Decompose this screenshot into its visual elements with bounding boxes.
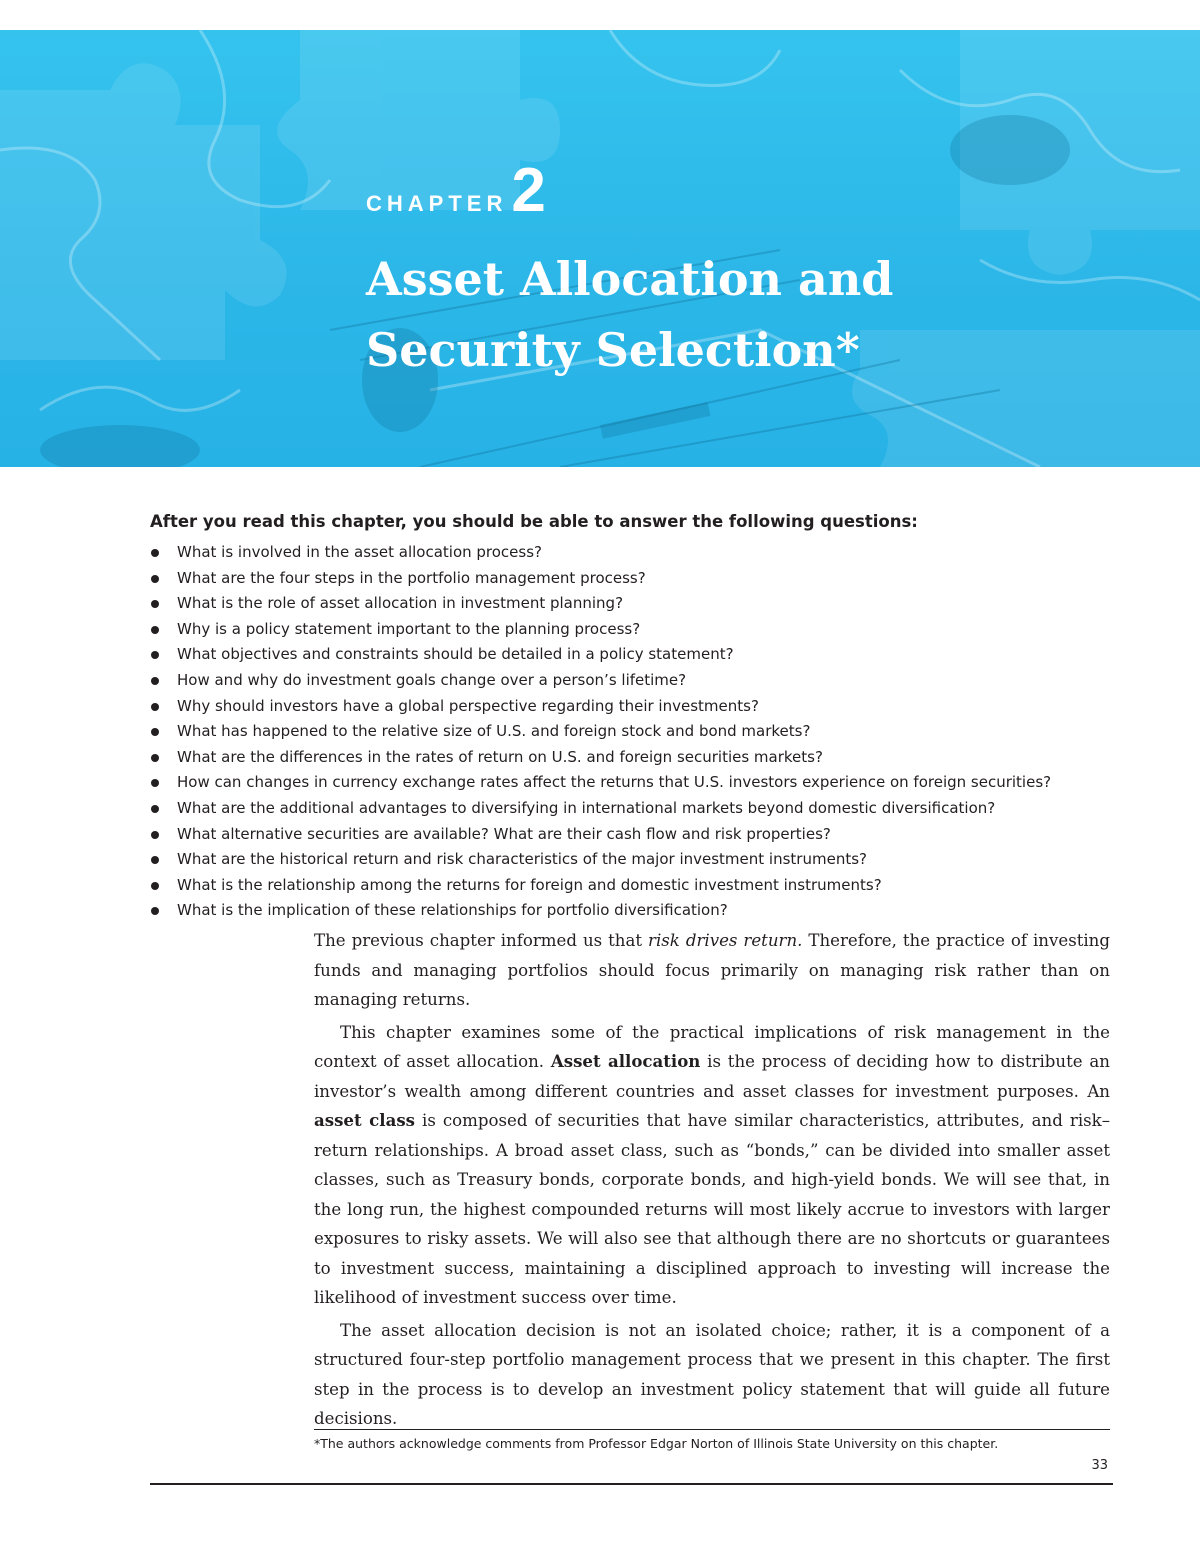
objective-item: [150, 796, 1130, 822]
chapter-title: [366, 244, 1006, 386]
key-term-asset-allocation: Asset allocation: [550, 1051, 701, 1071]
objective-text: What has happened to the relative size of U.S. and foreign stock and bond markets?: [177, 722, 811, 741]
bullet-icon: [151, 831, 159, 839]
objective-item: [150, 719, 1130, 745]
objective-item: [150, 873, 1130, 899]
page-number: 33: [1091, 1458, 1108, 1473]
chapter-word: CHAPTER: [366, 191, 508, 216]
bullet-icon: [151, 754, 159, 762]
chapter-title-line-2: Security Selection*: [366, 323, 860, 377]
bullet-icon: [151, 549, 159, 557]
paragraph-2-text-a: This chapter examines some of the practical implications of risk management in the context of asset allocation.: [314, 1022, 1110, 1071]
bullet-icon: [151, 882, 159, 890]
objective-text: What is the role of asset allocation in investment planning?: [177, 594, 624, 613]
footnote: *The authors acknowledge comments from Professor Edgar Norton of Illinois State University on this chapter.: [314, 1436, 999, 1451]
objective-text: What is the implication of these relationships for portfolio diversification?: [177, 901, 728, 920]
objectives-heading: After you read this chapter, you should be able to answer the following questions:: [150, 512, 918, 531]
bullet-icon: [151, 651, 159, 659]
objective-text: What objectives and constraints should be detailed in a policy statement?: [177, 645, 734, 664]
objective-item: [150, 642, 1130, 668]
paragraph-3: The asset allocation decision is not an isolated choice; rather, it is a component of a structured four-step portfolio management process that we present in this chapter. The first step in the process is to develop an investment policy statement that will guide all future decisions.: [314, 1320, 1110, 1428]
key-term-asset-class: asset class: [314, 1110, 416, 1130]
bullet-icon: [151, 907, 159, 915]
objective-item: [150, 745, 1130, 771]
objectives-list: [150, 540, 1130, 924]
bottom-divider: [150, 1483, 1113, 1485]
objective-text: What alternative securities are available? What are their cash flow and risk properties?: [177, 824, 831, 843]
chapter-number: 2: [511, 156, 546, 225]
objective-item: [150, 591, 1130, 617]
chapter-title-line-1: Asset Allocation and: [366, 252, 894, 306]
objective-text: What are the four steps in the portfolio management process?: [177, 568, 646, 587]
objective-text: Why is a policy statement important to the planning process?: [177, 619, 641, 638]
bullet-icon: [151, 805, 159, 813]
objective-item: [150, 668, 1130, 694]
bullet-icon: [151, 626, 159, 634]
bullet-icon: [151, 779, 159, 787]
paragraph-1: [314, 926, 1110, 1015]
objective-item: [150, 566, 1130, 592]
emphasis-risk-drives-return: risk drives return.: [648, 931, 803, 950]
paragraph-2-text-c: is composed of securities that have similar characteristics, attributes, and risk–return relationships. A broad asset class, such as “bonds,” can be divided into smaller asset classes, such as Treasury bonds, corporate bonds, and high-yield bonds. We will see that, in the long run, the highest compounded returns will most likely accrue to investors with larger exposures to risky assets. We will also see that although there are no shortcuts or guarantees to investment success, maintaining a disciplined approach to investing will increase the likelihood of investment success over time.: [314, 1111, 1110, 1307]
body-text: [314, 926, 1110, 1434]
bullet-icon: [151, 703, 159, 711]
objective-text: How and why do investment goals change over a person’s lifetime?: [177, 670, 687, 689]
bullet-icon: [151, 600, 159, 608]
objective-text: What are the differences in the rates of return on U.S. and foreign securities markets?: [177, 747, 823, 766]
objective-item: [150, 540, 1130, 566]
footnote-divider: [314, 1429, 1110, 1430]
learning-objectives: [150, 510, 1130, 924]
objective-text: What are the additional advantages to diversifying in international markets beyond domestic diversification?: [177, 798, 996, 817]
chapter-banner: [0, 30, 1200, 467]
paragraph-2-text-b: is the process of deciding how to distribute an investor’s wealth among different countries and asset classes for investment purposes. An: [314, 1052, 1110, 1101]
objective-text: Why should investors have a global perspective regarding their investments?: [177, 696, 759, 715]
paragraph-1-text-a: The previous chapter informed us that: [314, 931, 649, 950]
objective-text: What are the historical return and risk characteristics of the major investment instruments?: [177, 850, 867, 869]
bullet-icon: [151, 677, 159, 685]
objective-item: [150, 847, 1130, 873]
chapter-label: [366, 156, 546, 225]
objective-item: [150, 822, 1130, 848]
objective-text: How can changes in currency exchange rates affect the returns that U.S. investors experience on foreign securities?: [177, 773, 1052, 792]
bullet-icon: [151, 575, 159, 583]
objective-item: [150, 898, 1130, 924]
objective-text: What is involved in the asset allocation process?: [177, 543, 542, 561]
bullet-icon: [151, 728, 159, 736]
bullet-icon: [151, 856, 159, 864]
objective-item: [150, 694, 1130, 720]
paragraph-2: [314, 1018, 1110, 1313]
objective-item: [150, 617, 1130, 643]
paragraph-1-text-b: Therefore, the practice of investing funds and managing portfolios should focus primarily on managing risk rather than on managing returns.: [314, 931, 1110, 1009]
objective-item: [150, 770, 1130, 796]
objective-text: What is the relationship among the returns for foreign and domestic investment instruments?: [177, 875, 882, 894]
